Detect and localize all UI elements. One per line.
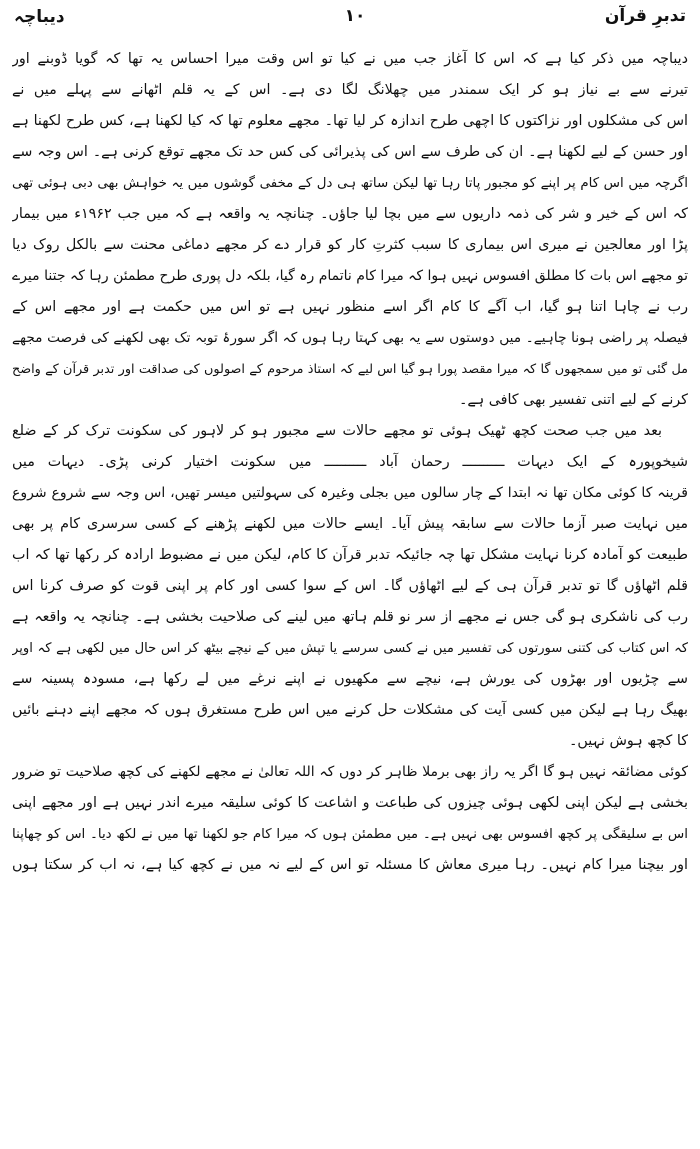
text-line: فیصلہ پر راضی ہونا چاہیے۔ میں دوستوں سے یہ بھی کہتا رہا ہوں کہ اگر سورۂ توبہ تک بھی لکھنے کی فرصت مجھے [12,330,688,346]
text-line: اور بیچنا میرا کام نہیں۔ رہا میری معاش کا مسئلہ تو اس کے لیے نہ میں نے کچھ کیا ہے، نہ اب کر سکتا ہوں [12,857,688,873]
page-body [12,44,688,1144]
text-line: بھیگ رہا ہے لیکن میں کسی آیت کی مشکلات حل کرنے میں اس طرح مستغرق ہوں کہ مجھے اپنے دہنے بائیں [12,702,688,718]
text-line: کہ اس کتاب کی کتنی سورتوں کی تفسیر میں نے کسی سرسے یا تپش میں کے نیچے بیٹھ کر اس حال میں لکھی ہے کہ اوپر [12,641,688,656]
running-head-section: دیباچہ [14,7,65,27]
text-line: رب نے چاہا اتنا ہو گیا، اب آگے کا کام اگر اسے منظور نہیں ہے تو اس میں حکمت ہے اور مجھے اس کے [12,299,688,315]
text-line: مل گئی تو میں سمجھوں گا کہ میرا مقصد پورا ہو گیا اس لیے کہ استاذ مرحوم کے اصولوں کی صداقت اور تدبر قرآن کے واضح [12,362,688,377]
text-line: شیخوپورہ کے ایک دیہات ــــــــــ رحمان آباد ــــــــــ میں سکونت اختیار کرنی پڑی۔ دیہات میں [12,454,688,470]
text-line: اگرچہ میں اس کام پر اپنے کو مجبور پاتا رہا تھا لیکن ساتھ ہی دل کے مخفی گوشوں میں یہ خواہش بھی دبی ہوئی تھی [12,176,688,191]
paragraph [12,416,688,757]
text-line: رب کی ناشکری ہو گی جس نے مجھے از سر نو قلم ہاتھ میں لینے کی صلاحیت بخشی ہے۔ چنانچہ یہ واقعہ ہے [12,609,688,625]
text-line: اس کی مشکلوں اور نزاکتوں کا اچھی طرح اندازہ کر لیا تھا۔ مجھے معلوم تھا کہ کیا لکھنا ہے، کس طرح لکھنا ہے [12,113,688,129]
text-line: قلم اٹھاؤں گا تو تدبر قرآن ہی کے لیے اٹھاؤں گا۔ اس کے سوا کسی اور کام پر اپنی قوت کو صرف کرنا اس [12,578,688,594]
text-line: کہ اس کے خیر و شر کی ذمہ داریوں سے میں بچا لیا جاؤں۔ چنانچہ یہ واقعہ ہے کہ میں جب ۱۹۶۲ء میں بیمار [12,206,688,222]
text-line: کا کچھ ہوش نہیں۔ [568,733,688,749]
text-line: قرینہ کا کوئی مکان تھا نہ ابتدا کے چار سالوں میں بجلی وغیرہ کی سہولتیں میسر تھیں، اس وجہ سے شروع شروع [12,485,688,501]
paragraph [12,44,688,416]
page-number: ١٠ [344,6,366,26]
text-line: دیباچہ میں ذکر کیا ہے کہ اس کا آغاز جب میں نے کیا تو اس وقت میرا احساس یہ تھا کہ گویا ڈوبنے اور [12,51,688,67]
text-line: میں نہایت صبر آزما حالات سے سابقہ پیش آیا۔ ایسے حالات میں لکھنے پڑھنے کے کسی سرسری کام پر بھی [12,516,688,532]
text-line: کرنے کے لیے اتنی تفسیر بھی کافی ہے۔ [459,392,688,408]
text-line: اس بے سلیقگی پر کچھ افسوس بھی نہیں ہے۔ میں مطمئن ہوں کہ میرا کام جو لکھنا تھا میں نے لکھ دیا۔ اس کو چھاپنا [12,827,688,842]
text-line: سے چڑیوں اور بھڑوں کی یورش ہے، نیچے سے مکھیوں نے اپنے نرغے میں لے رکھا ہے، مسودہ پسینہ سے [12,671,688,687]
text-line: تو مجھے اس بات کا مطلق افسوس نہیں ہوا کہ میرا کام ناتمام رہ گیا، بلکہ دل پوری طرح مطمئن رہا کہ جتنا میرے [12,268,688,284]
text-line: بعد میں جب صحت کچھ ٹھیک ہوئی تو مجھے حالات سے مجبور ہو کر لاہور کی سکونت ترک کر کے ضلع [12,423,662,439]
paragraph [12,757,688,881]
text-line: طبیعت کو آمادہ کرنا نہایت مشکل تھا چہ جائیکہ تدبر قرآن کا کام، لیکن میں نے مضبوط ارادہ کر رکھا تھا کہ اب [12,547,688,563]
text-line: تیرنے سے بے نیاز ہو کر ایک سمندر میں چھلانگ لگا دی ہے۔ اس کے یہ قلم اٹھانے سے پہلے میں نے [12,82,688,98]
text-line: بخشی ہے لیکن اپنی لکھی ہوئی چیزوں کی طباعت و اشاعت کا کوئی سلیقہ میرے اندر نہیں ہے اور مجھے اپنی [12,795,688,811]
text-line: کوئی مضائقہ نہیں ہو گا اگر یہ راز بھی برملا ظاہر کر دوں کہ اللہ تعالیٰ نے مجھے لکھنے کی کچھ صلاحیت تو ضرور [12,764,688,780]
text-line: پڑا اور معالجین نے میری اس بیماری کا سبب کثرتِ کار کو قرار دے کر مجھے دماغی محنت سے بالکل روک دیا [12,237,688,253]
page-header [0,0,700,44]
text-line: اور حسن کے لیے لکھنا ہے۔ ان کی طرف سے اس کی پذیرائی کی کس حد تک مجھے توقع کرنی ہے۔ اس وجہ سے [12,144,688,160]
running-head-book-title: تدبرِ قرآن [604,6,686,26]
